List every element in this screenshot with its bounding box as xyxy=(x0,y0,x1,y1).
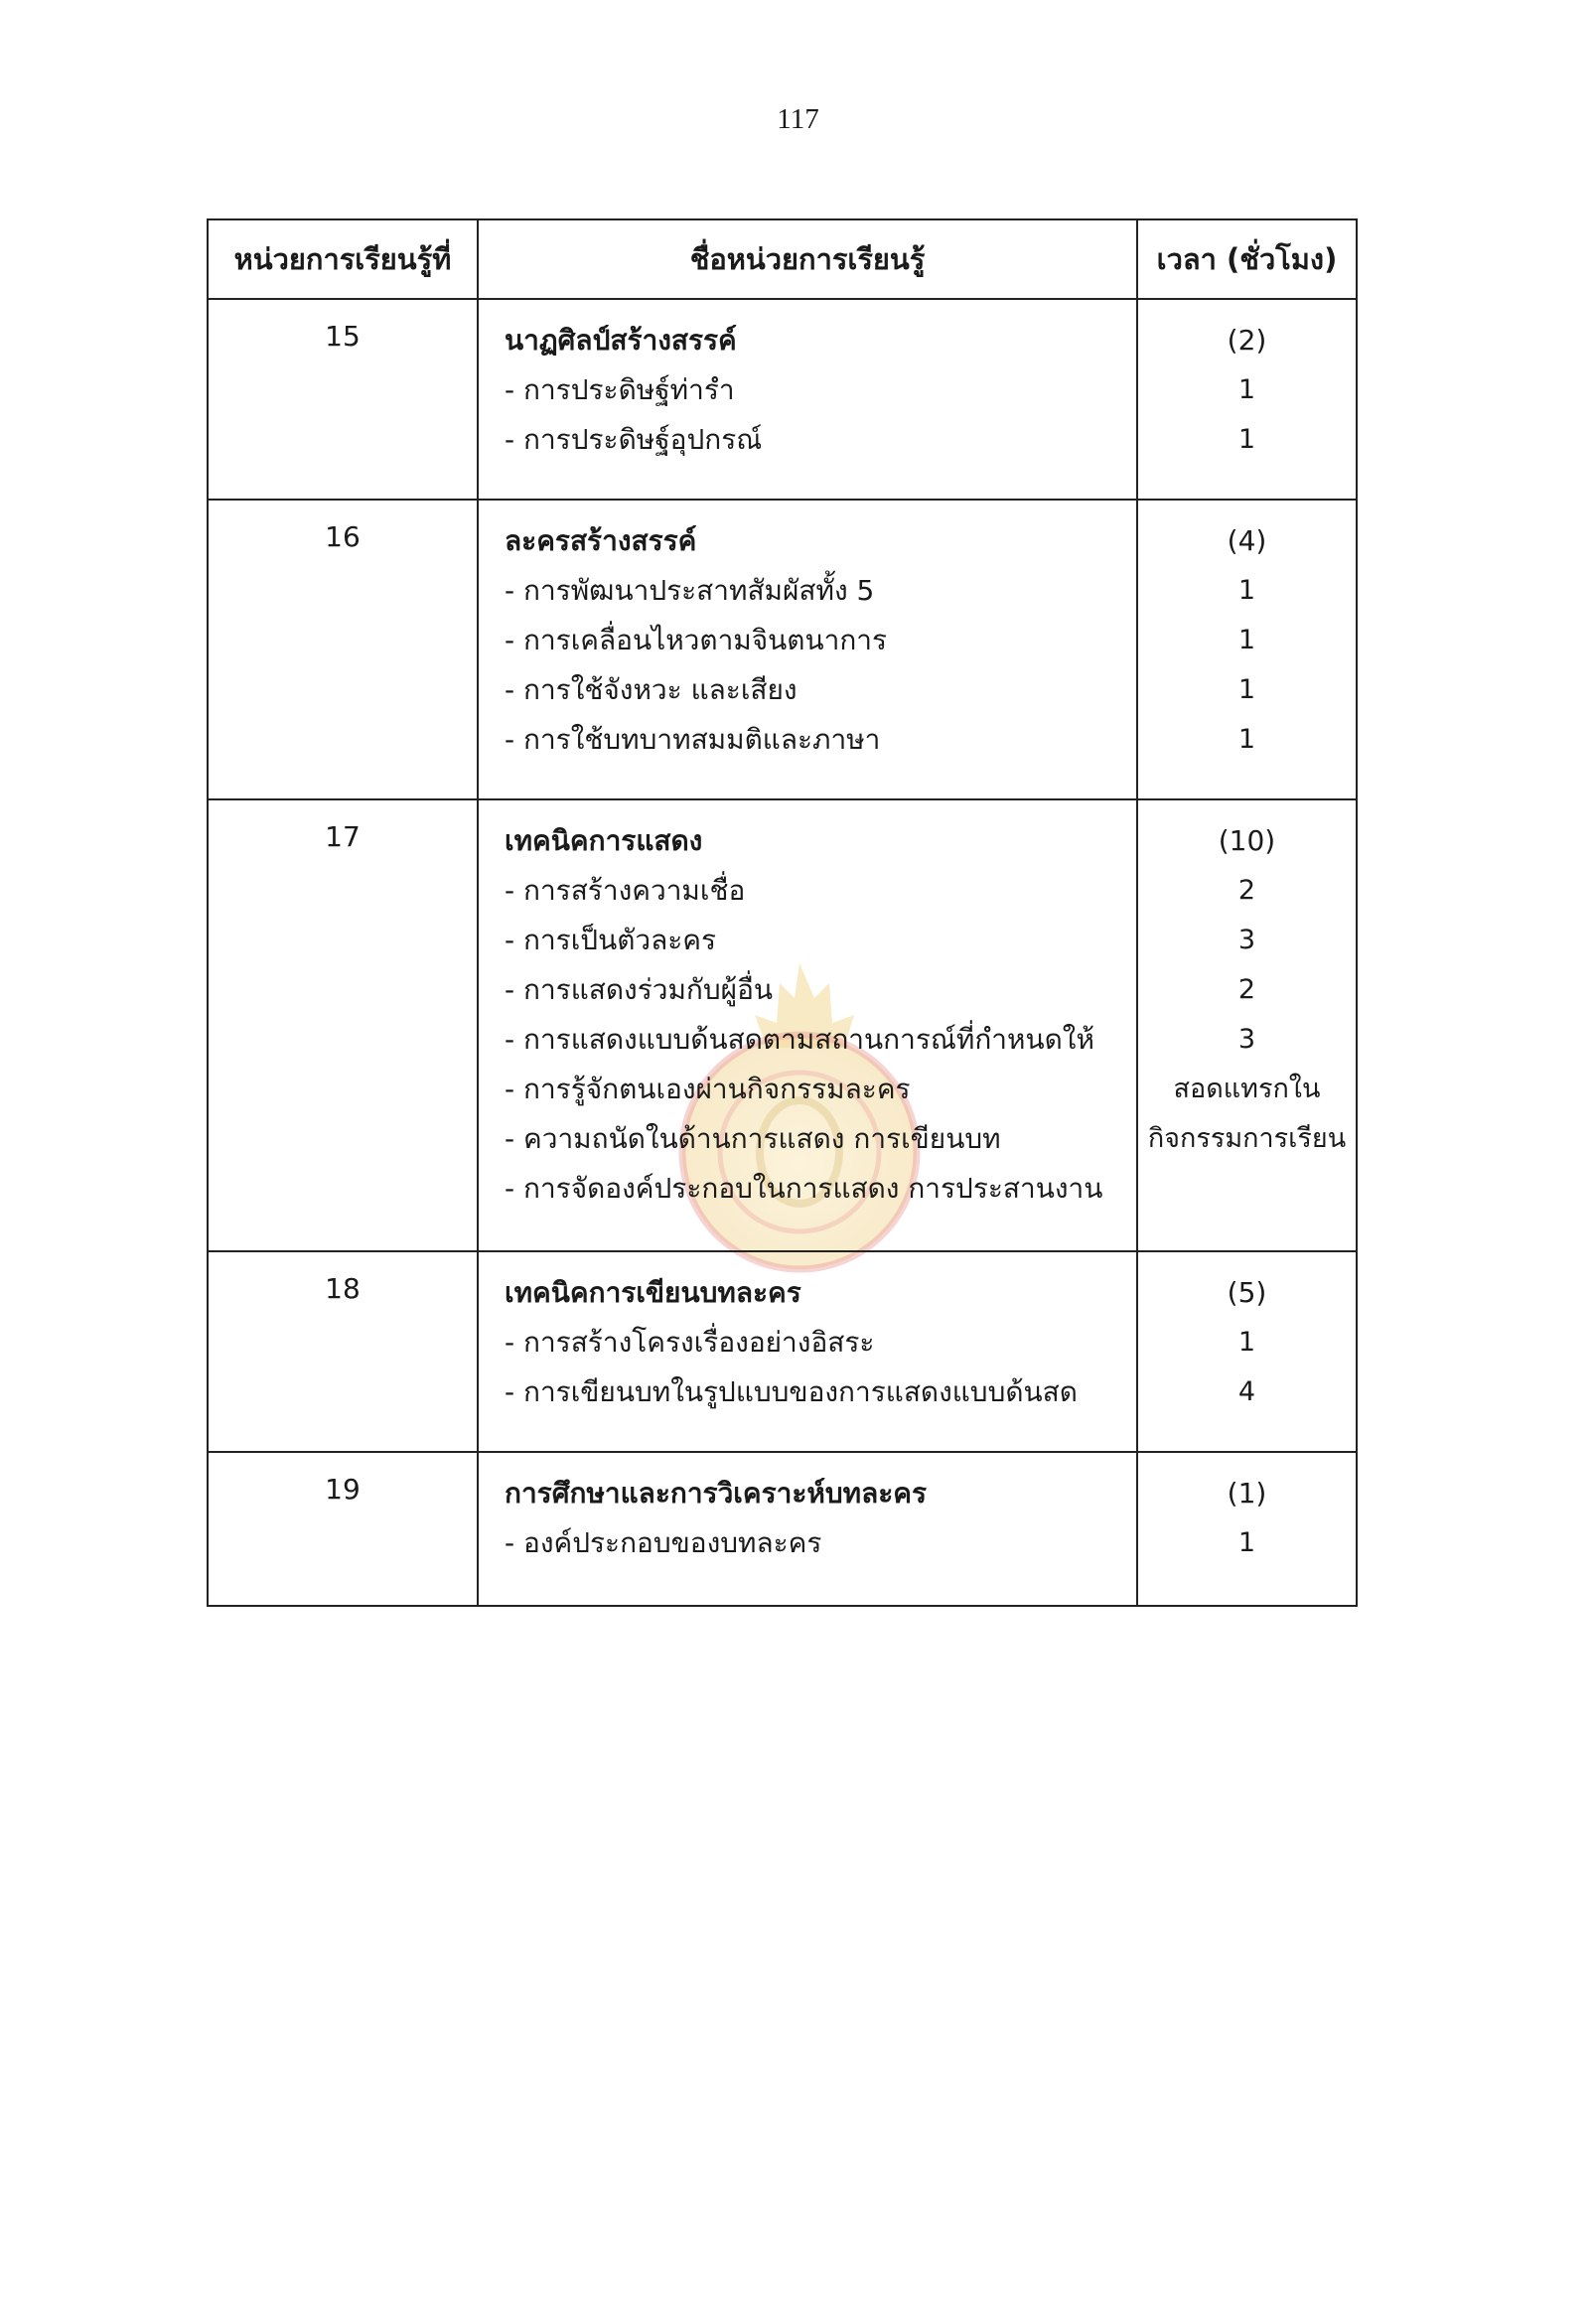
sub-topic: - การประดิษฐ์อุปกรณ์ xyxy=(505,423,763,456)
unit-title: เทคนิคการแสดง xyxy=(505,824,703,857)
table-row xyxy=(208,1251,1357,1452)
sub-topic-hours: 1 xyxy=(1237,1327,1256,1358)
unit-content xyxy=(478,799,1137,1251)
unit-total-hours: (4) xyxy=(1227,524,1267,557)
unit-content xyxy=(478,500,1137,799)
unit-content xyxy=(478,299,1137,500)
unit-total-hours: (5) xyxy=(1227,1276,1267,1309)
unit-total-hours: (1) xyxy=(1227,1477,1267,1510)
sub-topic: - การสร้างความเชื่อ xyxy=(505,874,746,907)
sub-topic-hours xyxy=(1142,1168,1352,1218)
sub-topic-hours: 1 xyxy=(1237,674,1256,705)
table-row xyxy=(208,299,1357,500)
table-row xyxy=(208,500,1357,799)
sub-topic-hours: 2 xyxy=(1237,875,1256,906)
unit-number: 17 xyxy=(208,799,478,1251)
header-unit-name: ชื่อหน่วยการเรียนรู้ xyxy=(478,219,1137,299)
sub-topic: - องค์ประกอบของบทละคร xyxy=(505,1526,822,1559)
unit-number: 16 xyxy=(208,500,478,799)
unit-number: 15 xyxy=(208,299,478,500)
unit-number: 19 xyxy=(208,1452,478,1606)
sub-topic: - การเขียนบทในรูปแบบของการแสดงแบบด้นสด xyxy=(505,1375,1078,1408)
table-row xyxy=(208,1452,1357,1606)
sub-topic: - การเป็นตัวละคร xyxy=(505,924,717,956)
sub-topic-hours: 1 xyxy=(1237,625,1256,655)
header-unit-number: หน่วยการเรียนรู้ที่ xyxy=(208,219,478,299)
unit-total-hours: (2) xyxy=(1227,324,1267,357)
unit-title: ละครสร้างสรรค์ xyxy=(505,524,697,557)
sub-topic: - การสร้างโครงเรื่องอย่างอิสระ xyxy=(505,1326,875,1359)
unit-title: การศึกษาและการวิเคราะห์บทละคร xyxy=(505,1477,928,1510)
unit-content xyxy=(478,1251,1137,1452)
sub-topic-hours: 3 xyxy=(1237,1024,1256,1055)
page-number: 117 xyxy=(777,103,819,135)
sub-topic-hours: สอดแทรกใน xyxy=(1173,1074,1321,1104)
unit-content xyxy=(478,1452,1137,1606)
sub-topic: - การรู้จักตนเองผ่านกิจกรรมละคร xyxy=(505,1073,911,1105)
sub-topic-hours: 3 xyxy=(1237,925,1256,955)
unit-hours xyxy=(1137,1452,1357,1606)
sub-topic: - การใช้บทบาทสมมติและภาษา xyxy=(505,723,881,756)
sub-topic: - การแสดงร่วมกับผู้อื่น xyxy=(505,973,774,1006)
unit-total-hours: (10) xyxy=(1218,824,1276,857)
sub-topic-hours: 1 xyxy=(1237,575,1256,606)
unit-hours xyxy=(1137,799,1357,1251)
sub-topic-hours: กิจกรรมการเรียน xyxy=(1147,1123,1347,1154)
sub-topic-hours: 1 xyxy=(1237,374,1256,405)
header-hours: เวลา (ชั่วโมง) xyxy=(1137,219,1357,299)
table-row xyxy=(208,799,1357,1251)
unit-number: 18 xyxy=(208,1251,478,1452)
sub-topic-hours: 1 xyxy=(1237,424,1256,455)
learning-units-table xyxy=(207,218,1358,1607)
sub-topic: - การแสดงแบบด้นสดตามสถานการณ์ที่กำหนดให้ xyxy=(505,1023,1094,1056)
sub-topic: - การเคลื่อนไหวตามจินตนาการ xyxy=(505,624,888,656)
sub-topic: - การใช้จังหวะ และเสียง xyxy=(505,673,798,706)
sub-topic: - ความถนัดในด้านการแสดง การเขียนบท xyxy=(505,1122,1001,1155)
sub-topic-hours: 1 xyxy=(1237,1527,1256,1558)
unit-title: นาฏศิลป์สร้างสรรค์ xyxy=(505,324,737,357)
sub-topic-hours: 2 xyxy=(1237,974,1256,1005)
table-header-row xyxy=(208,219,1357,299)
sub-topic: - การจัดองค์ประกอบในการแสดง การประสานงาน xyxy=(505,1172,1103,1205)
unit-hours xyxy=(1137,299,1357,500)
sub-topic-hours: 1 xyxy=(1237,724,1256,755)
sub-topic: - การประดิษฐ์ท่ารำ xyxy=(505,373,735,406)
sub-topic: - การพัฒนาประสาทสัมผัสทั้ง 5 xyxy=(505,574,875,607)
unit-hours xyxy=(1137,500,1357,799)
sub-topic-hours: 4 xyxy=(1237,1376,1256,1407)
unit-title: เทคนิคการเขียนบทละคร xyxy=(505,1276,801,1309)
unit-hours xyxy=(1137,1251,1357,1452)
